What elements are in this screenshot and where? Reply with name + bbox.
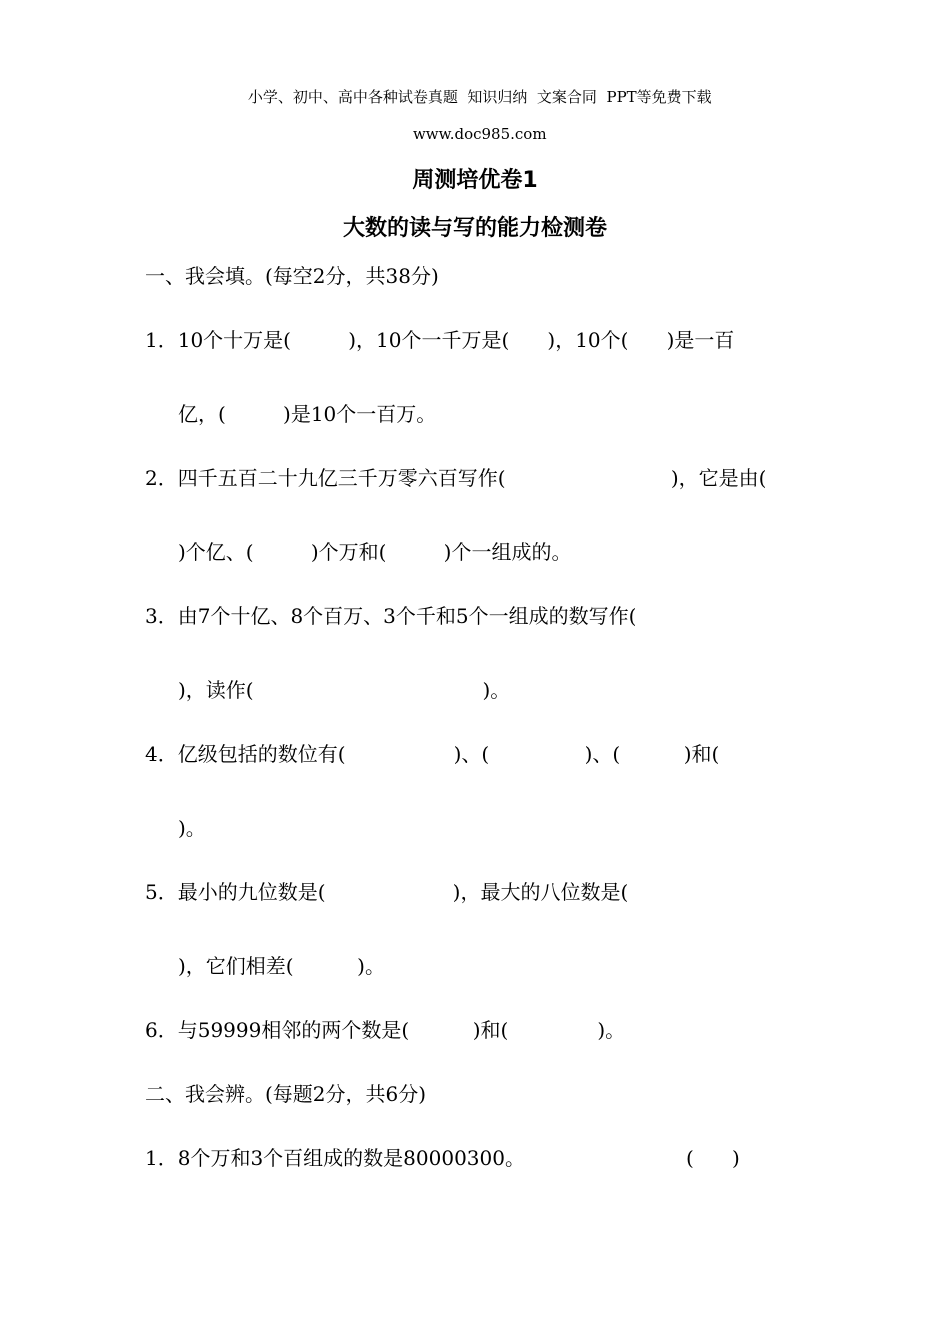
judge-question-1: 1．8个万和3个百组成的数是80000300。: [145, 1146, 525, 1170]
section2-heading: 二、我会辨。(每题2分，共6分): [145, 1082, 427, 1106]
page-subtitle: 大数的读与写的能力检测卷: [342, 216, 607, 241]
answer-bracket[interactable]: ( ): [686, 1146, 740, 1170]
page-header: [0, 68, 950, 143]
question-3-line1: 3．由7个十亿、8个百万、3个千和5个一组成的数写作(: [145, 604, 637, 628]
page-title: 周测培优卷1: [412, 168, 538, 193]
question-1-line1: 1．10个十万是( )，10个一千万是( )，10个( )是一百: [145, 328, 735, 352]
question-5-line1: 5．最小的九位数是( )，最大的八位数是(: [145, 880, 629, 904]
section1-heading: 一、我会填。(每空2分，共38分): [145, 264, 439, 288]
question-4-line1: 4．亿级包括的数位有( )、( )、( )和(: [145, 742, 720, 766]
header-url: www.doc985.com: [412, 125, 547, 143]
header-text: 小学、初中、高中各种试卷真题 知识归纳 文案合同 PPT等免费下载: [247, 88, 712, 106]
question-3-line2: )，读作( )。: [178, 678, 511, 702]
question-2-line2: )个亿、( )个万和( )个一组成的。: [178, 540, 572, 564]
question-6-line1: 6．与59999相邻的两个数是( )和( )。: [145, 1018, 626, 1042]
question-2-line1: 2．四千五百二十九亿三千万零六百写作( )，它是由(: [145, 466, 767, 490]
question-4-line2: )。: [178, 816, 206, 840]
question-5-line2: )，它们相差( )。: [178, 954, 385, 978]
question-1-line2: 亿，( )是10个一百万。: [178, 402, 437, 426]
